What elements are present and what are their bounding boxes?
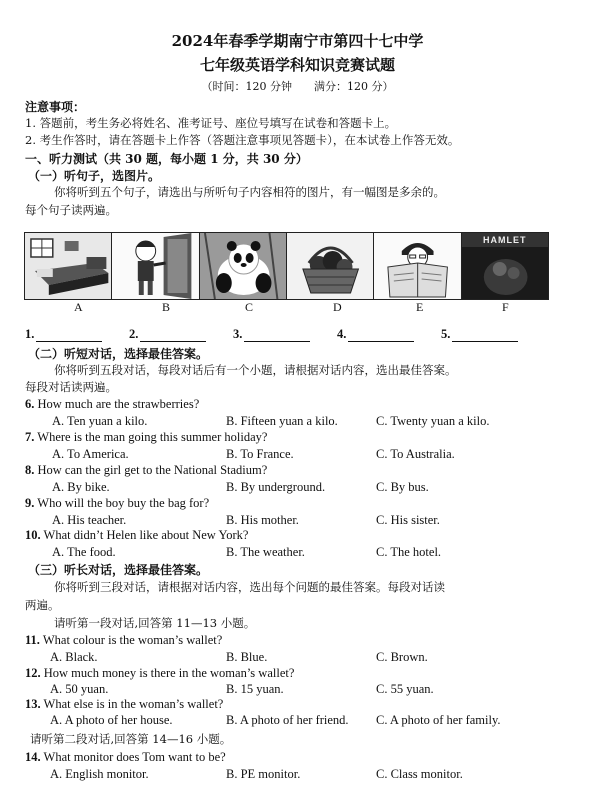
q9-option-b[interactable]: B. His mother. — [226, 513, 299, 527]
q12-option-c[interactable]: C. 55 yuan. — [376, 682, 434, 696]
hamlet-film-picture — [462, 233, 548, 299]
picture-label-a: A — [74, 300, 83, 314]
part3-heading: （三）听长对话，选择最佳答案。 — [28, 563, 209, 577]
notice-item-2: 2. 考生作答时，请在答题卡上作答（答题注意事项见答题卡），在本试卷上作答无效。 — [25, 133, 460, 147]
boy-at-door-picture — [112, 233, 199, 299]
question-14: 14. What monitor does Tom want to be? — [25, 750, 226, 764]
q7-option-a[interactable]: A. To America. — [52, 447, 129, 461]
fruit-basket-picture — [287, 233, 374, 299]
part2-instruction-2: 每段对话读两遍。 — [25, 380, 117, 394]
man-reading-newspaper-picture — [374, 233, 461, 299]
answer-blank-1[interactable]: 1. — [25, 327, 102, 342]
exam-title-line2: 七年级英语学科知识竞赛试题 — [199, 56, 395, 74]
part1-heading: （一）听句子，选图片。 — [28, 169, 161, 183]
question-9: 9. Who will the boy buy the bag for? — [25, 496, 210, 510]
notice-item-1: 1. 答题前，考生务必将姓名、准考证号、座位号填写在试卷和答题卡上。 — [25, 116, 397, 130]
answer-blank-5[interactable]: 5. — [441, 327, 518, 342]
answer-blank-2[interactable]: 2. — [129, 327, 206, 342]
q10-option-c[interactable]: C. The hotel. — [376, 545, 442, 559]
q13-option-a[interactable]: A. A photo of her house. — [50, 713, 173, 727]
dialog2-instruction: 请听第二段对话,回答第 14—16 小题。 — [30, 732, 232, 746]
picture-label-f: F — [502, 300, 509, 314]
q6-option-c[interactable]: C. Twenty yuan a kilo. — [376, 414, 490, 428]
q6-option-a[interactable]: A. Ten yuan a kilo. — [52, 414, 148, 428]
question-7: 7. Where is the man going this summer holiday? — [25, 430, 268, 444]
q9-option-c[interactable]: C. His sister. — [376, 513, 440, 527]
question-10: 10. What didn’t Helen like about New York? — [25, 528, 249, 542]
q9-option-a[interactable]: A. His teacher. — [52, 513, 127, 527]
picture-label-d: D — [333, 300, 342, 314]
picture-strip — [24, 232, 549, 300]
dialog1-instruction: 请听第一段对话,回答第 11—13 小题。 — [54, 616, 256, 630]
q7-option-c[interactable]: C. To Australia. — [376, 447, 455, 461]
picture-label-e: E — [416, 300, 424, 314]
question-13: 13. What else is in the woman’s wallet? — [25, 697, 224, 711]
part3-instruction-1: 你将听到三段对话，请根据对话内容，选出每个问题的最佳答案。每段对话读 — [54, 580, 445, 594]
q12-option-b[interactable]: B. 15 yuan. — [226, 682, 284, 696]
q8-option-a[interactable]: A. By bike. — [52, 480, 110, 494]
q13-option-b[interactable]: B. A photo of her friend. — [226, 713, 349, 727]
q14-option-b[interactable]: B. PE monitor. — [226, 767, 301, 781]
part2-heading: （二）听短对话，选择最佳答案。 — [28, 347, 209, 361]
q11-option-b[interactable]: B. Blue. — [226, 650, 268, 664]
question-8: 8. How can the girl get to the National Stadium? — [25, 463, 268, 477]
part3-instruction-2: 两遍。 — [25, 598, 60, 612]
part1-instruction-1: 你将听到五个句子，请选出与所听句子内容相符的图片，有一幅图是多余的。 — [54, 185, 445, 199]
q14-option-c[interactable]: C. Class monitor. — [376, 767, 463, 781]
q6-option-b[interactable]: B. Fifteen yuan a kilo. — [226, 414, 338, 428]
question-11: 11. What colour is the woman’s wallet? — [25, 633, 223, 647]
q7-option-b[interactable]: B. To France. — [226, 447, 294, 461]
book-cover-title: HAMLET — [483, 235, 527, 245]
answer-blank-3[interactable]: 3. — [233, 327, 310, 342]
notice-heading: 注意事项： — [25, 100, 86, 114]
exam-title-line1: 2024年春季学期南宁市第四十七中学 — [171, 32, 424, 50]
q8-option-c[interactable]: C. By bus. — [376, 480, 429, 494]
q10-option-a[interactable]: A. The food. — [52, 545, 116, 559]
exam-time-info: （时间：120 分钟 满分：120 分） — [201, 80, 394, 93]
bedroom-picture — [25, 233, 112, 299]
q12-option-a[interactable]: A. 50 yuan. — [50, 682, 109, 696]
picture-label-b: B — [162, 300, 171, 314]
q14-option-a[interactable]: A. English monitor. — [50, 767, 149, 781]
section1-heading: 一、听力测试（共 30 题，每小题 1 分，共 30 分） — [25, 152, 308, 166]
part2-instruction-1: 你将听到五段对话，每段对话后有一个小题，请根据对话内容，选出最佳答案。 — [54, 363, 457, 377]
answer-blank-4[interactable]: 4. — [337, 327, 414, 342]
question-12: 12. How much money is there in the woman’s wallet? — [25, 666, 295, 680]
panda-picture — [200, 233, 287, 299]
question-6: 6. How much are the strawberries? — [25, 397, 200, 411]
q8-option-b[interactable]: B. By underground. — [226, 480, 326, 494]
picture-label-c: C — [245, 300, 254, 314]
q10-option-b[interactable]: B. The weather. — [226, 545, 305, 559]
part1-instruction-2: 每个句子读两遍。 — [25, 203, 117, 217]
q13-option-c[interactable]: C. A photo of her family. — [376, 713, 501, 727]
q11-option-a[interactable]: A. Black. — [50, 650, 98, 664]
q11-option-c[interactable]: C. Brown. — [376, 650, 428, 664]
